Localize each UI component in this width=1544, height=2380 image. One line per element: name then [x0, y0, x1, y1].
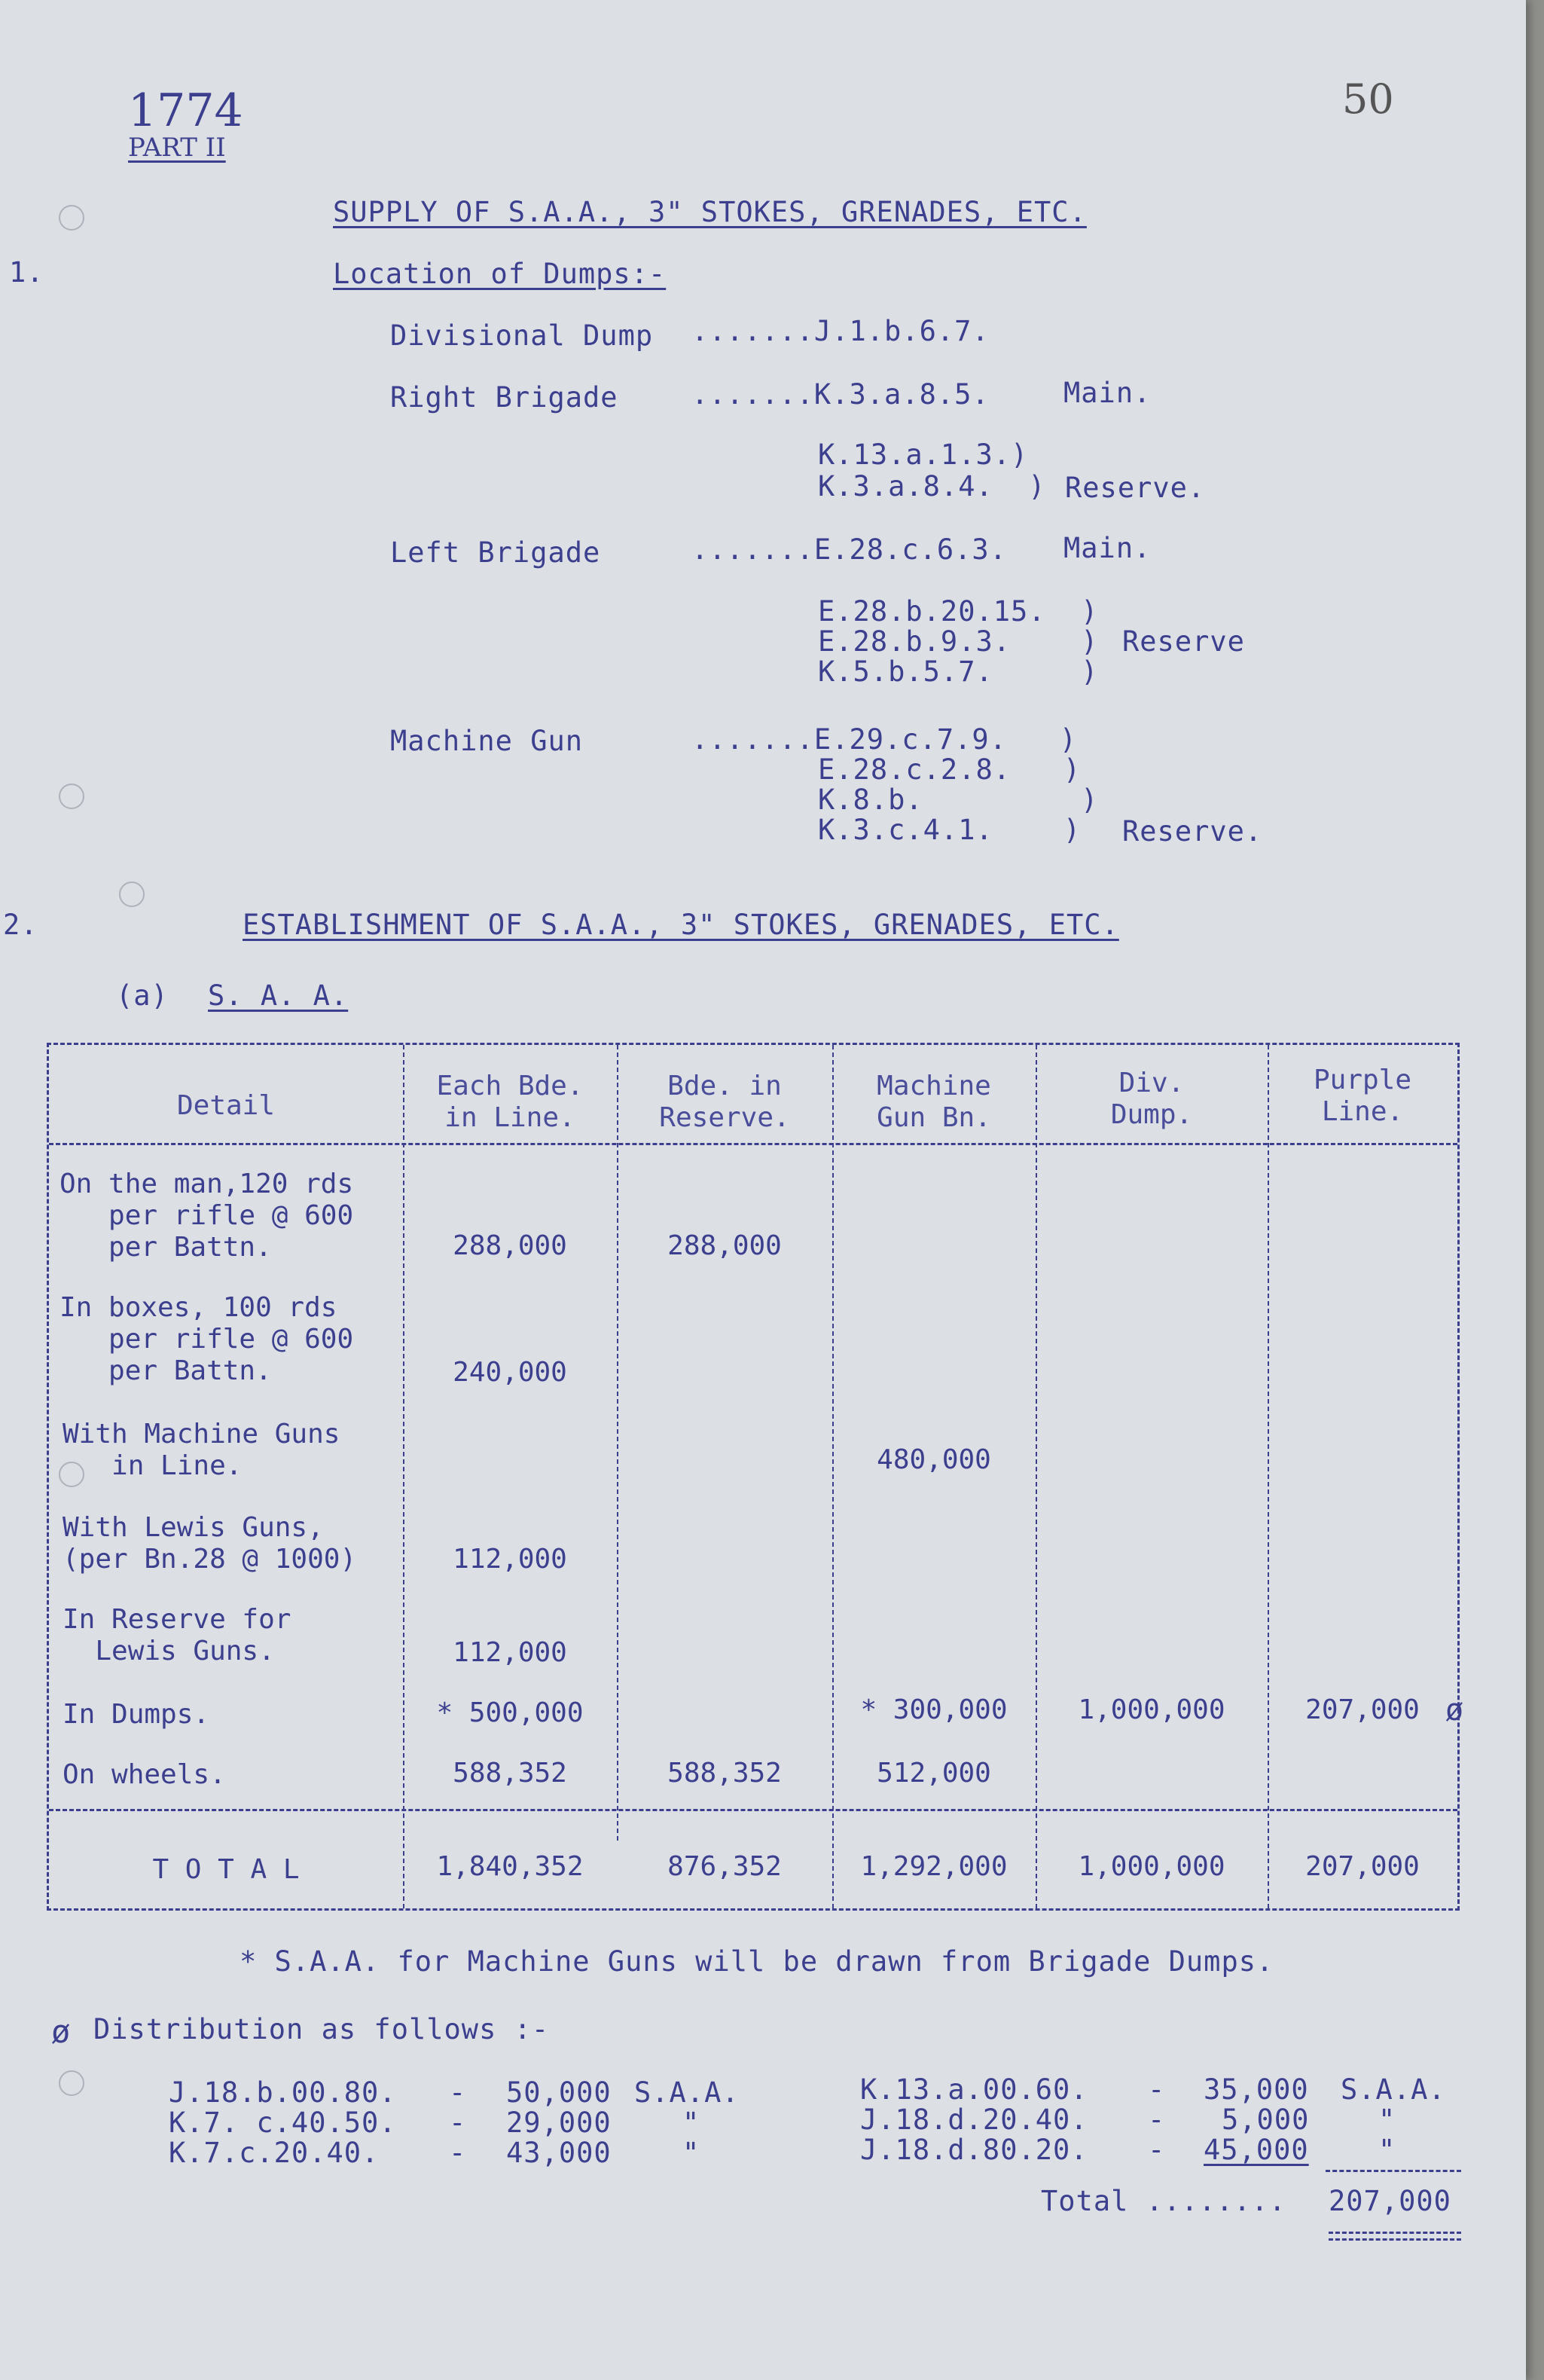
dump-right-brigade-type: Main. — [1063, 377, 1152, 409]
distribution-dash: - — [1148, 2104, 1166, 2136]
dump-left-brigade-type: Main. — [1063, 532, 1152, 564]
section-2a-title: S. A. A. — [208, 979, 349, 1012]
double-rule — [1329, 2232, 1461, 2241]
distribution-total-label: Total ........ — [1041, 2185, 1286, 2217]
table-cell: * 500,000 — [436, 1697, 584, 1728]
table-cell: * 300,000 — [860, 1694, 1008, 1725]
table-row-detail: With Lewis Guns, (per Bn.28 @ 1000) — [63, 1512, 357, 1575]
distribution-ref: J.18.b.00.80. — [169, 2076, 397, 2109]
page-number: 50 — [1342, 75, 1394, 123]
column-header-bde-reserve: Bde. in Reserve. — [659, 1071, 790, 1133]
distribution-unit: " — [1378, 2134, 1396, 2166]
distribution-amount: 43,000 — [506, 2137, 612, 2169]
distribution-unit: " — [682, 2137, 700, 2169]
column-header-div-dump: Div. Dump. — [1110, 1068, 1193, 1130]
distribution-ref: K.7.c.20.40. — [169, 2137, 380, 2169]
distribution-dash: - — [1148, 2073, 1166, 2106]
dump-right-reserve-ref: K.13.a.1.3.) — [818, 438, 1029, 471]
distribution-dash: - — [449, 2076, 467, 2109]
distribution-ref: J.18.d.20.40. — [860, 2104, 1088, 2136]
sum-rule — [1326, 2170, 1461, 2172]
distribution-marker: ø — [1445, 1693, 1464, 1728]
dump-right-brigade-name: Right Brigade — [390, 381, 618, 414]
punch-hole — [119, 881, 145, 907]
distribution-total-value: 207,000 — [1329, 2185, 1451, 2217]
column-divider — [1268, 1045, 1269, 1908]
total-cell: 1,000,000 — [1078, 1851, 1225, 1882]
table-row-detail: On the man,120 rds per rifle @ 600 per Battn. — [60, 1169, 354, 1263]
column-header-detail: Detail — [176, 1090, 276, 1121]
dump-machine-gun-ref: E.28.c.2.8. ) — [818, 753, 1082, 786]
table-cell: 112,000 — [453, 1544, 567, 1575]
saa-establishment-table — [47, 1043, 1464, 1911]
header-rule — [49, 1143, 1457, 1145]
column-header-each-bde: Each Bde. in Line. — [436, 1071, 584, 1133]
table-cell: 112,000 — [453, 1637, 567, 1668]
distribution-heading: Distribution as follows :- — [93, 2013, 550, 2045]
section-2a-label: (a) — [116, 979, 169, 1012]
table-cell: 512,000 — [877, 1758, 991, 1789]
distribution-ref: K.13.a.00.60. — [860, 2073, 1088, 2106]
footnote: * S.A.A. for Machine Guns will be drawn from Brigade Dumps. — [240, 1945, 1274, 1978]
document-number: 1774 — [128, 84, 243, 137]
distribution-amount: 50,000 — [506, 2076, 612, 2109]
distribution-dash: - — [449, 2107, 467, 2139]
section-1-number: 1. — [9, 256, 44, 289]
dump-right-brigade-ref: .......K.3.a.8.5. — [691, 378, 990, 411]
table-row-detail: On wheels. — [63, 1759, 226, 1790]
distribution-ref: K.7. c.40.50. — [169, 2107, 397, 2139]
distribution-amount: 29,000 — [506, 2107, 612, 2139]
table-cell: 288,000 — [667, 1230, 782, 1261]
dump-left-reserve-ref: E.28.b.9.3. ) — [818, 625, 1099, 658]
table-row-detail: In Dumps. — [63, 1699, 210, 1730]
dump-left-reserve-ref: K.5.b.5.7. ) — [818, 655, 1099, 688]
dump-machine-gun-ref: .......E.29.c.7.9. ) — [691, 723, 1078, 756]
table-cell: 480,000 — [877, 1444, 991, 1475]
distribution-amount: 35,000 — [1204, 2073, 1309, 2106]
distribution-unit: " — [1378, 2104, 1396, 2136]
column-header-machine-gun-bn: Machine Gun Bn. — [877, 1071, 991, 1133]
total-rule — [49, 1809, 1457, 1811]
punch-hole — [59, 2070, 84, 2096]
table-cell: 588,352 — [667, 1758, 782, 1789]
distribution-amount: 5,000 — [1222, 2104, 1310, 2136]
distribution-amount: 45,000 — [1204, 2134, 1309, 2166]
section-2-number: 2. — [3, 909, 38, 941]
dump-divisional-ref: .......J.1.b.6.7. — [691, 315, 990, 347]
column-header-purple-line: Purple Line. — [1313, 1065, 1412, 1127]
column-divider — [617, 1045, 618, 1841]
distribution-unit: S.A.A. — [1341, 2073, 1446, 2106]
section-2-title: ESTABLISHMENT OF S.A.A., 3" STOKES, GRENADES, ETC. — [243, 909, 1119, 941]
punch-hole — [59, 205, 84, 231]
total-cell: 1,840,352 — [436, 1851, 584, 1882]
dump-machine-gun-name: Machine Gun — [390, 725, 584, 757]
total-label: T O T A L — [152, 1854, 300, 1885]
dump-left-brigade-name: Left Brigade — [390, 536, 601, 569]
dump-machine-gun-ref: K.8.b. ) — [818, 784, 1099, 816]
column-divider — [1036, 1045, 1037, 1908]
distribution-ref: J.18.d.80.20. — [860, 2134, 1088, 2166]
dump-right-reserve-type: Reserve. — [1065, 472, 1206, 504]
table-row-detail: With Machine Guns in Line. — [63, 1419, 340, 1481]
table-row-detail: In Reserve for Lewis Guns. — [63, 1604, 291, 1667]
distribution-marker: ø — [51, 2013, 72, 2050]
total-cell: 1,292,000 — [860, 1851, 1008, 1882]
table-row-detail: In boxes, 100 rds per rifle @ 600 per Battn. — [60, 1292, 354, 1386]
distribution-unit: S.A.A. — [634, 2076, 740, 2109]
dump-machine-gun-type: Reserve. — [1122, 815, 1263, 848]
total-cell: 876,352 — [667, 1851, 782, 1882]
distribution-dash: - — [1148, 2134, 1166, 2166]
dump-left-brigade-ref: .......E.28.c.6.3. — [691, 533, 1007, 566]
table-cell: 588,352 — [453, 1758, 567, 1789]
table-cell: 288,000 — [453, 1230, 567, 1261]
section-1-subtitle: Location of Dumps:- — [333, 258, 667, 290]
punch-hole — [59, 784, 84, 809]
table-cell: 1,000,000 — [1078, 1694, 1225, 1725]
total-cell: 207,000 — [1305, 1851, 1420, 1882]
part-label: PART II — [128, 133, 226, 163]
dump-divisional-name: Divisional Dump — [390, 319, 654, 352]
section-1-title: SUPPLY OF S.A.A., 3" STOKES, GRENADES, ETC. — [333, 196, 1087, 228]
distribution-dash: - — [449, 2137, 467, 2169]
dump-left-reserve-type: Reserve — [1122, 625, 1245, 658]
distribution-unit: " — [682, 2107, 700, 2139]
table-cell: 207,000 — [1305, 1694, 1420, 1725]
dump-right-reserve-ref: K.3.a.8.4. ) — [818, 470, 1046, 503]
dump-left-reserve-ref: E.28.b.20.15. ) — [818, 595, 1099, 628]
table-cell: 240,000 — [453, 1357, 567, 1388]
dump-machine-gun-ref: K.3.c.4.1. ) — [818, 814, 1082, 846]
